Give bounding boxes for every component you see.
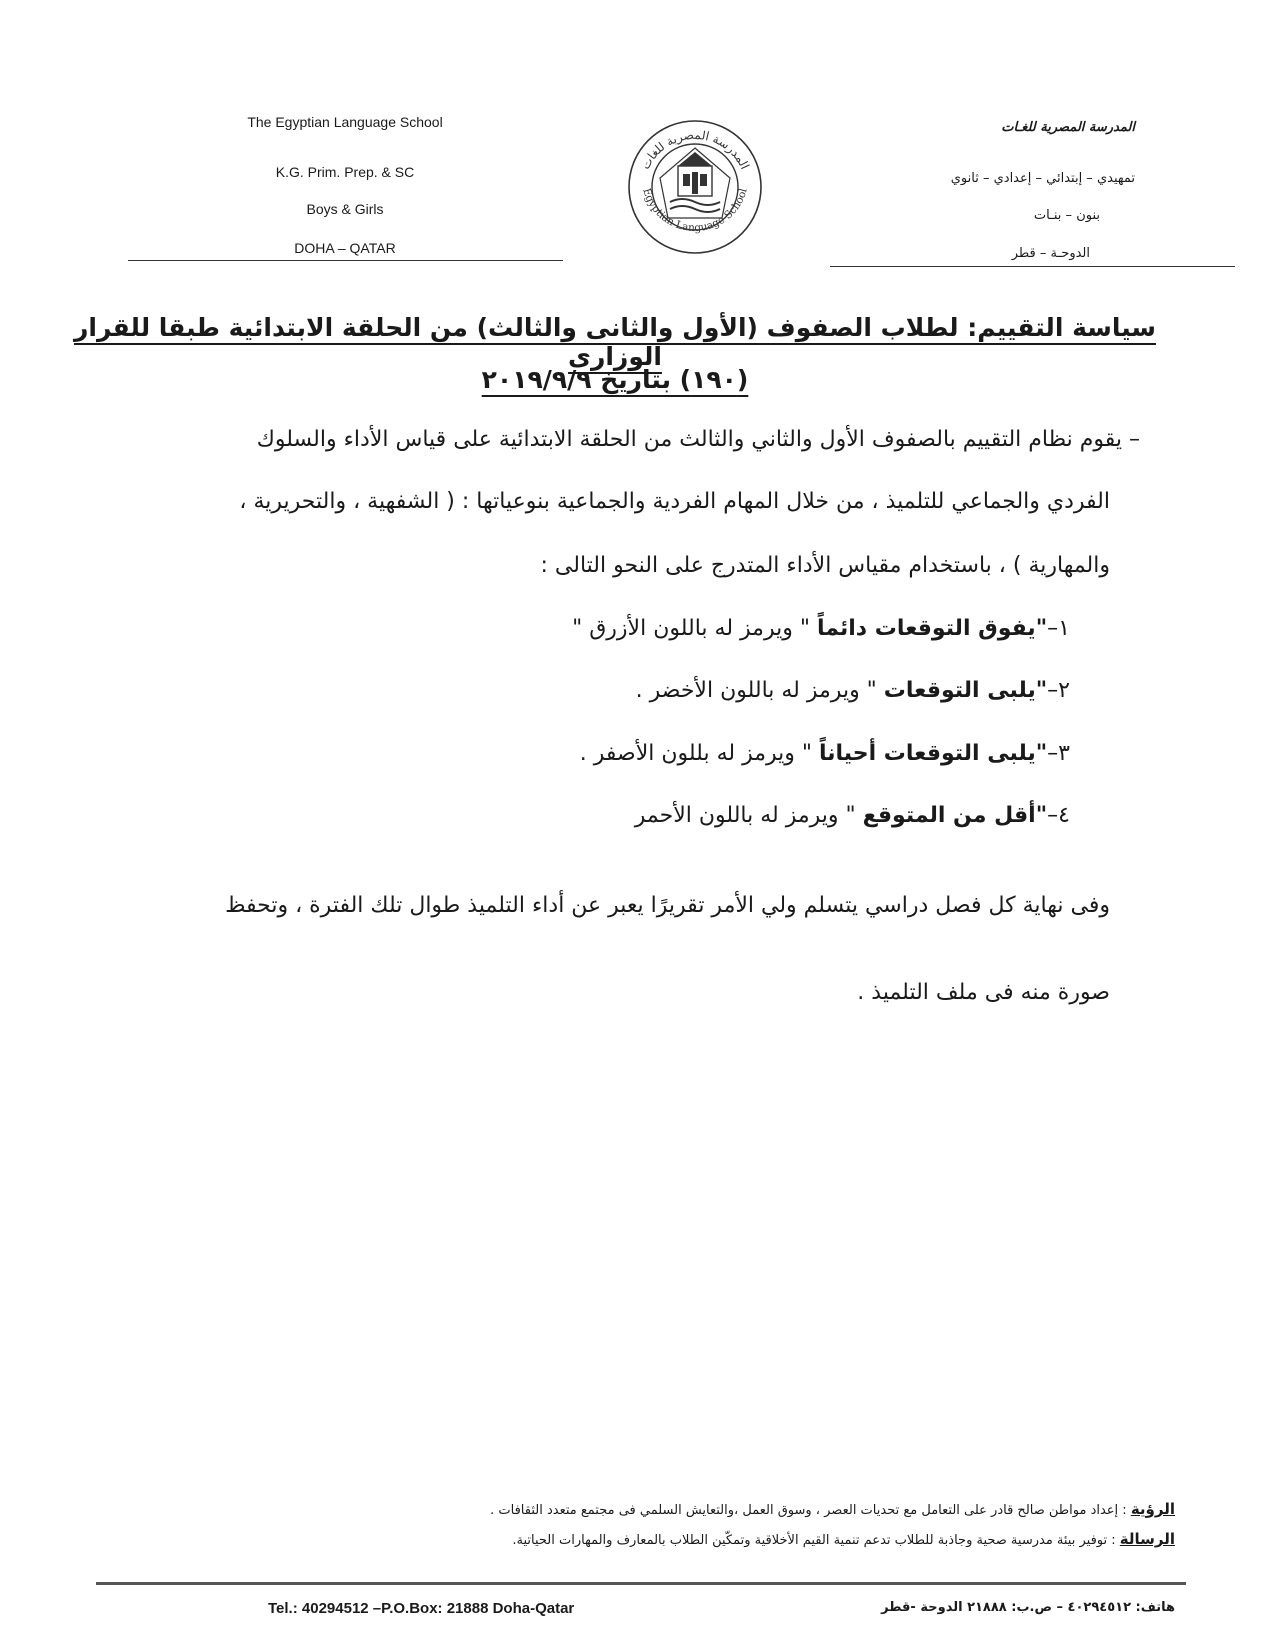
mission-label: الرسالة (1119, 1530, 1175, 1548)
seal-emblem-icon (660, 148, 730, 218)
scale-item-2 (370, 678, 1070, 703)
seal-ring-english: Egyptian Language School (640, 186, 750, 235)
scale-item-term: "يلبى التوقعات أحياناً (818, 741, 1048, 766)
footer-contact-en: Tel.: 40294512 –P.O.Box: 21888 Doha-Qatar (268, 1600, 575, 1617)
scale-item-1 (370, 616, 1070, 641)
scale-item-color: " ويرمز له باللون الأزرق " (572, 616, 817, 641)
scale-item-number: ٤– (1047, 803, 1070, 828)
vision-text: : إعداد مواطن صالح قادر على التعامل مع تحديات العصر ، وسوق العمل ،والتعايش السلمي فى مجتمع متعدد الثقافات . (490, 1503, 1131, 1518)
scale-item-4 (370, 803, 1070, 828)
school-seal-logo (626, 118, 764, 256)
report-paragraph-line-1: وفى نهاية كل فصل دراسي يتسلم ولي الأمر تقريرًا يعبر عن أداء التلميذ طوال تلك الفترة ، وتحفظ (225, 893, 1110, 918)
header-gender-en: Boys & Girls (306, 201, 384, 217)
footer-divider (96, 1582, 1186, 1585)
vision-label: الرؤية (1130, 1500, 1175, 1518)
scale-item-term: "يفوق التوقعات دائماً (816, 616, 1048, 641)
scale-item-3 (370, 741, 1070, 766)
header-divider-left (128, 260, 563, 261)
document-title-line-2: (١٩٠) بتاريخ ٢٠١٩/٩/٩ (481, 365, 749, 394)
document-title-line-1: سياسة التقييم: لطلاب الصفوف (الأول والثانى والثالث) من الحلقة الابتدائية طبقا للقرار الوزارى (73, 313, 1157, 371)
header-divider-right (830, 266, 1235, 267)
header-school-name-ar: المدرسة المصرية للغـات (1001, 120, 1135, 135)
scale-item-number: ١– (1047, 616, 1070, 641)
policy-paragraph-line-1: – يقوم نظام التقييم بالصفوف الأول والثاني والثالث من الحلقة الابتدائية على قياس الأداء والسلوك (256, 427, 1140, 452)
header-gender-ar: بنون – بنـات (1033, 208, 1100, 223)
header-school-name-en: The Egyptian Language School (247, 114, 443, 130)
scale-item-color: " ويرمز له بللون الأصفر . (579, 741, 819, 766)
report-paragraph-line-2: صورة منه فى ملف التلميذ . (857, 980, 1110, 1005)
scale-item-color: " ويرمز له باللون الأحمر (634, 803, 863, 828)
scale-item-term: "يلبى التوقعات (883, 678, 1048, 703)
mission-text: : توفير بيئة مدرسية صحية وجاذبة للطلاب تدعم تنمية القيم الأخلاقية وتمكّين الطلاب بالمعارف والمهارات الحياتية. (512, 1533, 1120, 1548)
footer-vision (275, 1500, 1175, 1518)
scale-item-term: "أقل من المتوقع (862, 803, 1048, 828)
scale-item-number: ٢– (1047, 678, 1070, 703)
footer-mission (275, 1530, 1175, 1548)
policy-paragraph-line-2: الفردي والجماعي للتلميذ ، من خلال المهام الفردية والجماعية بنوعياتها : ( الشفهية ، والتحريرية ، (239, 489, 1110, 514)
header-city-en: DOHA – QATAR (294, 240, 396, 256)
header-city-ar: الدوحـة – قطر (1011, 246, 1090, 261)
policy-paragraph-line-3: والمهارية ) ، باستخدام مقياس الأداء المتدرج على النحو التالى : (540, 553, 1110, 578)
scale-item-number: ٣– (1047, 741, 1070, 766)
header-stages-en: K.G. Prim. Prep. & SC (275, 164, 415, 180)
header-stages-ar: تمهيدي – إبتدائي – إعدادي – ثانوي (950, 171, 1135, 186)
scale-item-color: " ويرمز له باللون الأخضر . (635, 678, 884, 703)
footer-contact-ar: هاتف: ٤٠٢٩٤٥١٢ – ص.ب: ٢١٨٨٨ الدوحة -قطر (881, 1600, 1175, 1615)
seal-ring-arabic: المدرسة المصرية للغات (638, 127, 753, 172)
